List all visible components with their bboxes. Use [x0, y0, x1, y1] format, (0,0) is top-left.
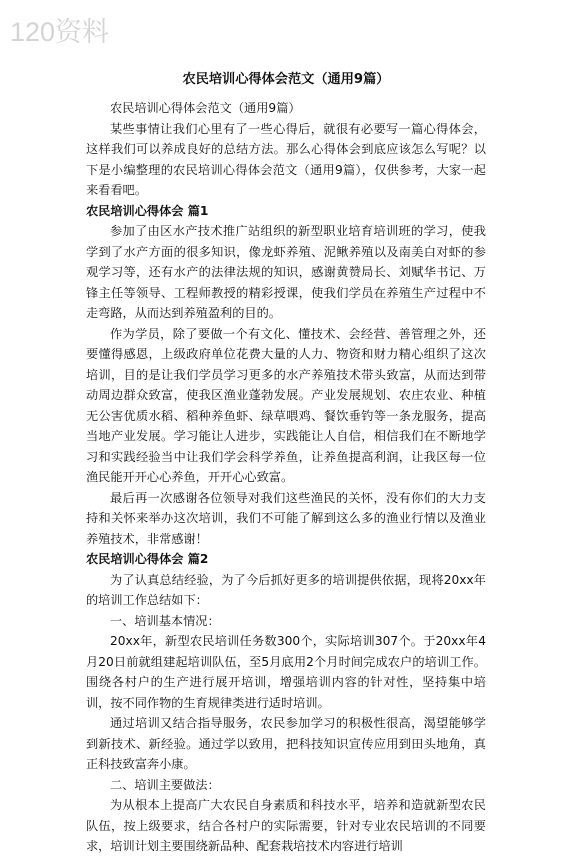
- document-page: [86, 64, 486, 857]
- section-heading-1: 农民培训心得体会 篇1: [86, 203, 209, 218]
- section-heading-2: 农民培训心得体会 篇2: [86, 552, 209, 566]
- section-2-paragraph: 20xx年，新型农民培训任务数300个，实际培训307个。于20xx年4月20日前就组建起培训队伍，至5月底用2个月时间完成农户的培训工作。围绕各村户的生产进行展开培训，增强培训内容的针对性，坚持集中培训，按不同作物的生育规律类进行适时培训。: [86, 634, 486, 710]
- page-title: 农民培训心得体会范文（通用9篇）: [182, 72, 390, 87]
- section-2-subheading: 二、培训主要做法：: [110, 777, 220, 792]
- intro-paragraph: 某些事情让我们心里有了一些心得后，就很有必要写一篇心得体会，这样我们可以养成良好的总结方法。那么心得体会到底应该怎么写呢？以下是小编整理的农民培训心得体会范文（通用9篇），仅供参考，大家一起来看看吧。: [86, 121, 486, 197]
- intro-subtitle: 农民培训心得体会范文（通用9篇）: [110, 101, 301, 115]
- section-1-paragraph: 参加了由区水产技术推广站组织的新型职业培育培训班的学习，使我学到了水产方面的很多知识，像龙虾养殖、泥鳅养殖以及南美白对虾的参观学习等，还有水产的法律法规的知识，感谢黄赞局长、刘赋华书记、万锋主任等领导、工程师教授的精彩授课，使我们学员在养殖生产过程中不走弯路，从而达到养殖盈利的目的。: [86, 224, 486, 320]
- section-2-paragraph: 为从根本上提高广大农民自身素质和科技水平，培养和造就新型农民队伍，按上级要求，结合各村户的实际需要，针对专业农民培训的不同要求，培训计划主要围绕新品种、配套栽培技术内容进行培训: [86, 798, 486, 853]
- section-1-paragraph: 作为学员，除了要做一个有文化、懂技术、会经营、善管理之外，还要懂得感恩，上级政府单位花费大量的人力、物资和财力精心组织了这次培训，目的是让我们学员学习更多的水产养殖技术带头致富，从而达到带动周边群众致富，使我区渔业蓬勃发展。产业发展规划、农庄农业、种植无公害优质水稻、稻种养鱼虾、绿草喂鸡、餐饮垂钓等一条龙服务，提高当地产业发展。学习能让人进步，实践能让人自信，相信我们在不断地学习和实践经验当中让我们学会科学养鱼，让养鱼提高利润，让我区每一位渔民能开开心心养鱼，开开心心致富。: [86, 326, 486, 484]
- section-1-paragraph: 最后再一次感谢各位领导对我们这些渔民的关怀，没有你们的大力支持和关怀来举办这次培训，我们不可能了解到这么多的渔业行情以及渔业养殖技术，非常感谢！: [86, 490, 486, 546]
- section-2-paragraph: 为了认真总结经验，为了今后抓好更多的培训提供依据，现将20xx年的培训工作总结如下：: [86, 572, 486, 607]
- section-2-subheading: 一、培训基本情况：: [110, 613, 220, 628]
- watermark: 120资料: [10, 17, 110, 47]
- section-2-paragraph: 通过培训又结合指导服务，农民参加学习的积极性很高，渴望能够学到新技术、新经验。通过学以致用，把科技知识宣传应用到田头地角，真正科技致富奔小康。: [86, 716, 486, 771]
